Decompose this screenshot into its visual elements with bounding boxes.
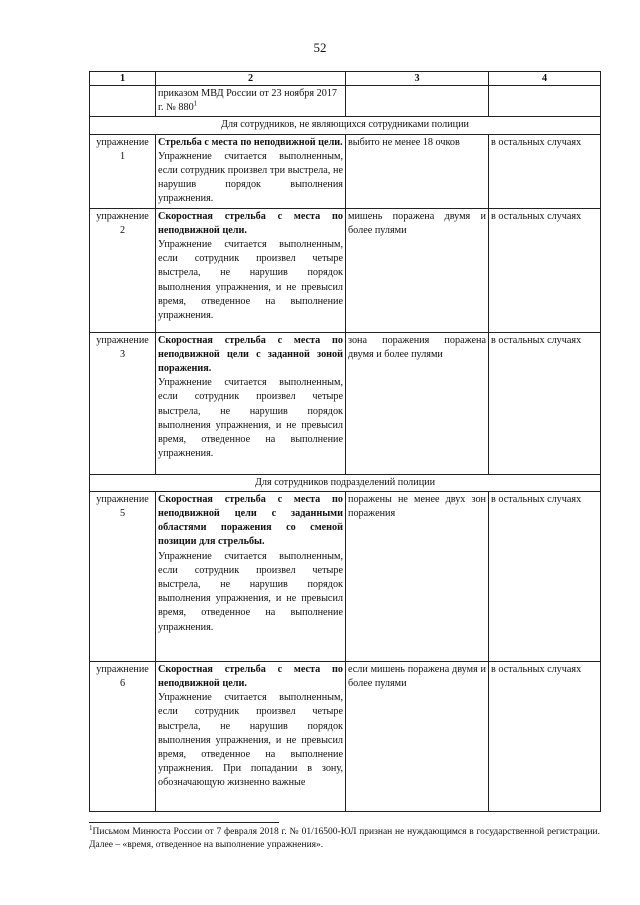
- footnote-text: Письмом Минюста России от 7 февраля 2018 г. № 01/16500-ЮЛ признан не нуждающимся в государственной регистрации. Далее – «время, отведенное на выполнение упражнения».: [89, 827, 600, 850]
- criteria-fail-cell: в остальных случаях: [489, 134, 601, 208]
- exercise-description-cell: [156, 134, 346, 208]
- footnote-mark: 1: [89, 823, 93, 832]
- header-col-1: 1: [90, 72, 156, 86]
- exercise-description-cell: [156, 332, 346, 474]
- footnote: [89, 823, 600, 852]
- page-number: 52: [313, 40, 327, 55]
- exercise-number-cell: упражнение 2: [90, 208, 156, 332]
- exercise-desc: Упражнение считается выполненным, если сотрудник произвел четыре выстрела, не нарушив порядок выполнения упражнения, и не превысил время, отведенное на выполнение упражнения. При попадании в зону, обозначающую жизненно важные: [158, 692, 343, 789]
- criteria-pass-cell: поражены не менее двух зон поражения: [346, 491, 489, 661]
- criteria-fail-cell: в остальных случаях: [489, 661, 601, 811]
- criteria-pass-cell: если мишень поражена двумя и более пулями: [346, 661, 489, 811]
- footnote-divider: [89, 822, 279, 823]
- exercise-description-cell: [156, 491, 346, 661]
- section-title-non-police: Для сотрудников, не являющихся сотрудниками полиции: [90, 117, 601, 134]
- exercise-number-cell: упражнение 3: [90, 332, 156, 474]
- table-row: [90, 134, 601, 208]
- table-header-row: [90, 72, 601, 86]
- continuation-text: приказом МВД России от 23 ноября 2017 г. № $880^1$: [156, 86, 346, 117]
- table-row: [90, 661, 601, 811]
- exercise-description-cell: [156, 661, 346, 811]
- exercise-desc: Упражнение считается выполненным, если сотрудник произвел четыре выстрела, не нарушив порядок выполнения упражнения, и не превысил время, отведенное на выполнение упражнения.: [158, 550, 343, 633]
- section-header-row: [90, 117, 601, 134]
- exercise-number-cell: упражнение 1: [90, 134, 156, 208]
- criteria-pass-cell: зона поражения поражена двумя и более пулями: [346, 332, 489, 474]
- criteria-fail-cell: в остальных случаях: [489, 332, 601, 474]
- exercise-title: Стрельба с места по неподвижной цели.: [158, 136, 343, 148]
- criteria-pass-cell: мишень поражена двумя и более пулями: [346, 208, 489, 332]
- header-col-3: 3: [346, 72, 489, 86]
- exercise-table: [89, 71, 601, 812]
- exercise-desc: Упражнение считается выполненным, если сотрудник произвел четыре выстрела, не нарушив порядок выполнения упражнения, и не превысил время, отведенное на выполнение упражнения.: [158, 377, 343, 460]
- header-col-2: 2: [156, 72, 346, 86]
- criteria-fail-cell: в остальных случаях: [489, 491, 601, 661]
- continuation-row: [90, 86, 601, 117]
- footnote-ref: 1: [193, 99, 198, 108]
- exercise-title: Скоростная стрельба с места по неподвижной цели.: [158, 210, 343, 236]
- table-row: [90, 332, 601, 474]
- section-title-police: Для сотрудников подразделений полиции: [90, 474, 601, 491]
- exercise-title: Скоростная стрельба с места по неподвижной цели.: [158, 663, 343, 690]
- exercise-number-cell: упражнение 5: [90, 491, 156, 661]
- exercise-description-cell: [156, 208, 346, 332]
- exercise-number-cell: упражнение 6: [90, 661, 156, 811]
- criteria-pass-cell: выбито не менее 18 очков: [346, 134, 489, 208]
- section-header-row: [90, 474, 601, 491]
- exercise-desc: Упражнение считается выполненным, если сотрудник произвел четыре выстрела, не нарушив порядок выполнения упражнения, и не превысил время, отведенное на выполнение упражнения.: [158, 239, 343, 322]
- header-col-4: 4: [489, 72, 601, 86]
- exercise-desc: Упражнение считается выполненным, если сотрудник произвел три выстрела, не нарушив порядок выполнения упражнения.: [158, 150, 343, 205]
- exercise-title: Скоростная стрельба с места по неподвижной цели с заданной зоной поражения.: [158, 334, 343, 375]
- exercise-title: Скоростная стрельба с места по неподвижной цели с заданными областями поражения со сменой позиции для стрельбы.: [158, 493, 343, 548]
- table-row: [90, 491, 601, 661]
- criteria-fail-cell: в остальных случаях: [489, 208, 601, 332]
- table-row: [90, 208, 601, 332]
